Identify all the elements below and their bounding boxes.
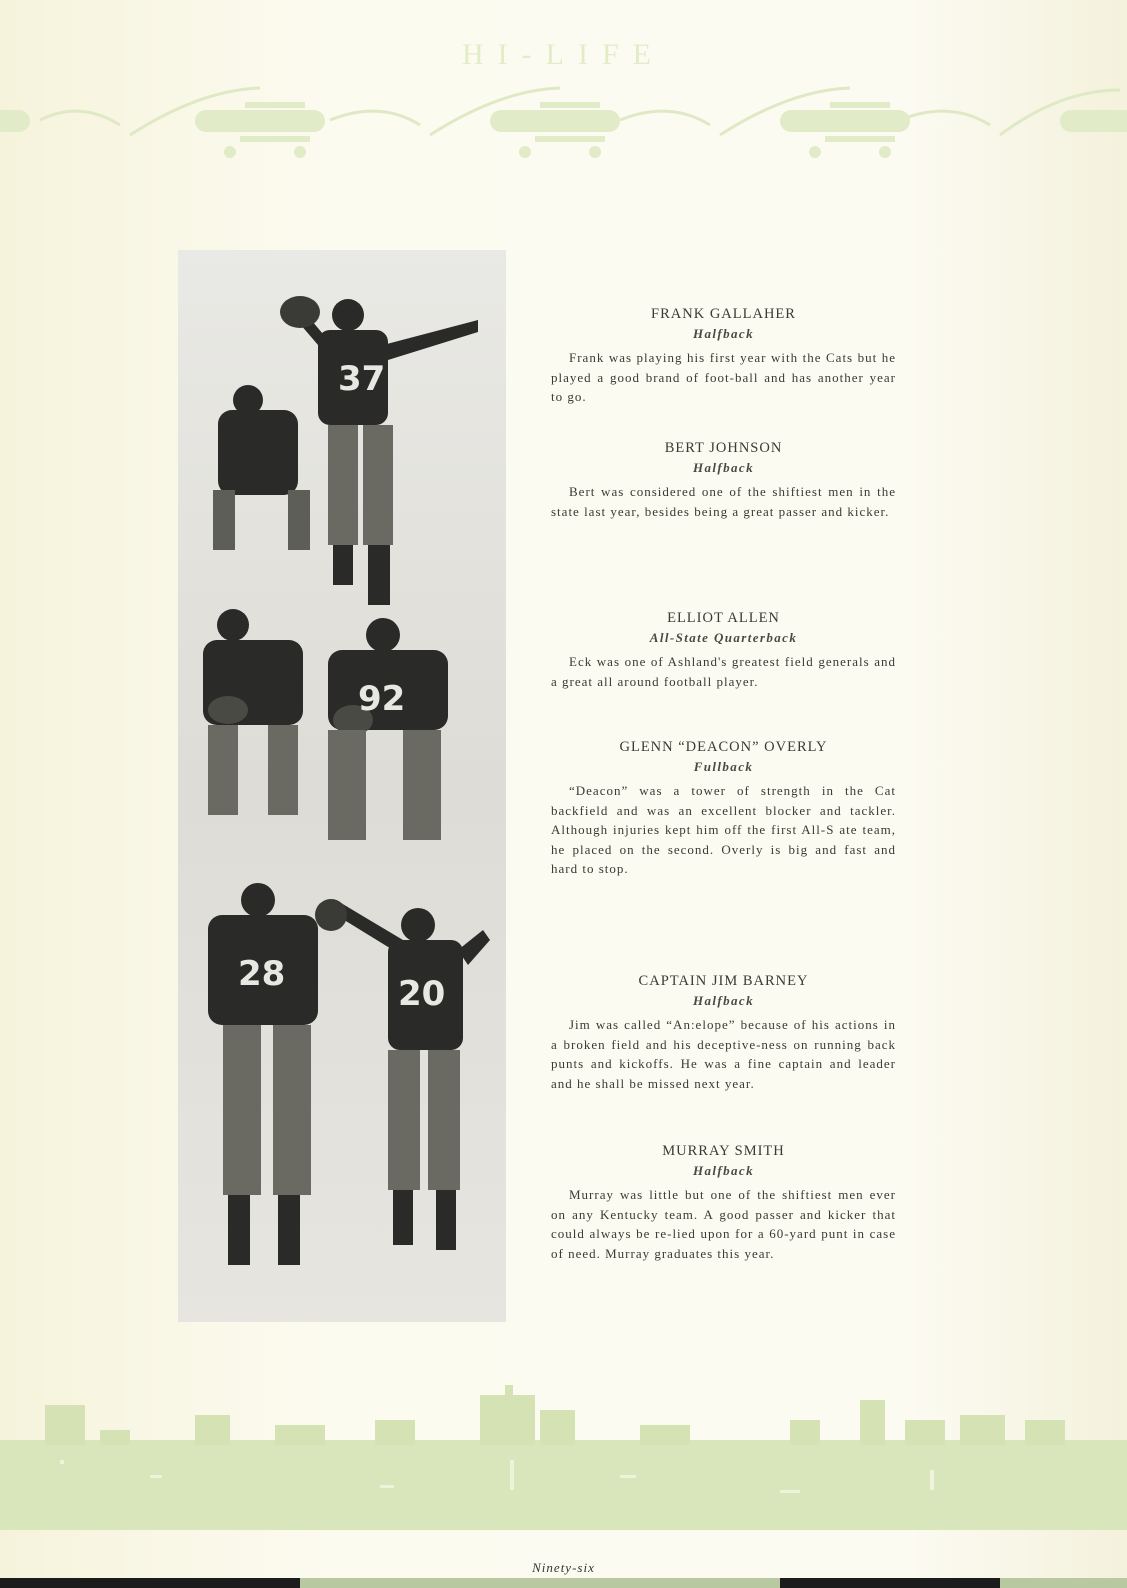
player-name: CAPTAIN JIM BARNEY bbox=[638, 973, 809, 989]
player-name: ELLIOT ALLEN bbox=[667, 610, 780, 626]
player-position: Halfback bbox=[692, 460, 755, 475]
player-position: Halfback bbox=[692, 993, 755, 1008]
player-bio bbox=[551, 609, 896, 691]
player-description: Jim was called “An:elope” because of his actions in a broken field and his deceptive-ness on running back punts and kickoffs. He was a fine captain and leader and he shall be missed next year. bbox=[551, 1017, 896, 1091]
player-position: Fullback bbox=[693, 759, 754, 774]
city-skyline-decoration bbox=[0, 1380, 1127, 1530]
jersey-number: 92 bbox=[358, 679, 406, 719]
player-description: “Deacon” was a tower of strength in the Cat backfield and was an excellent blocker and tackler. Although injuries kept him off the first All-S ate team, he placed on the second. Overly is big and fast and hard to stop. bbox=[551, 783, 896, 877]
jersey-number: 37 bbox=[338, 359, 386, 399]
player-description: Eck was one of Ashland's greatest field generals and a great all around football player. bbox=[551, 654, 896, 689]
player-description: Murray was little but one of the shiftiest men ever on any Kentucky team. A good passer and kicker that could always be re-lied upon for a 60-yard punt in case of need. Murray graduates this year. bbox=[551, 1187, 896, 1261]
player-bio bbox=[551, 1142, 896, 1263]
jersey-number: 20 bbox=[398, 974, 446, 1014]
page-number-label: Ninety-six bbox=[532, 1560, 595, 1575]
player-position: Halfback bbox=[692, 1163, 755, 1178]
player-bio bbox=[551, 972, 896, 1093]
jersey-number: 28 bbox=[238, 954, 286, 994]
football-players-photo bbox=[178, 250, 506, 1322]
player-bio bbox=[551, 738, 896, 879]
player-description: Frank was playing his first year with the Cats but he played a good brand of foot-ball and has another year to go. bbox=[551, 350, 896, 405]
scan-edge-strip bbox=[0, 1578, 1127, 1588]
player-name: MURRAY SMITH bbox=[662, 1143, 785, 1159]
player-bio bbox=[551, 439, 896, 521]
player-description: Bert was considered one of the shiftiest men in the state last year, besides being a great passer and kicker. bbox=[551, 484, 896, 519]
player-position: Halfback bbox=[692, 326, 755, 341]
player-name: FRANK GALLAHER bbox=[651, 306, 796, 322]
player-name: BERT JOHNSON bbox=[664, 440, 783, 456]
player-name: GLENN “DEACON” OVERLY bbox=[619, 739, 828, 755]
page-header-title: HI-LIFE bbox=[462, 38, 665, 71]
player-position: All-State Quarterback bbox=[649, 630, 798, 645]
biplane-banner-decoration bbox=[0, 80, 1127, 170]
player-bio bbox=[551, 305, 896, 407]
